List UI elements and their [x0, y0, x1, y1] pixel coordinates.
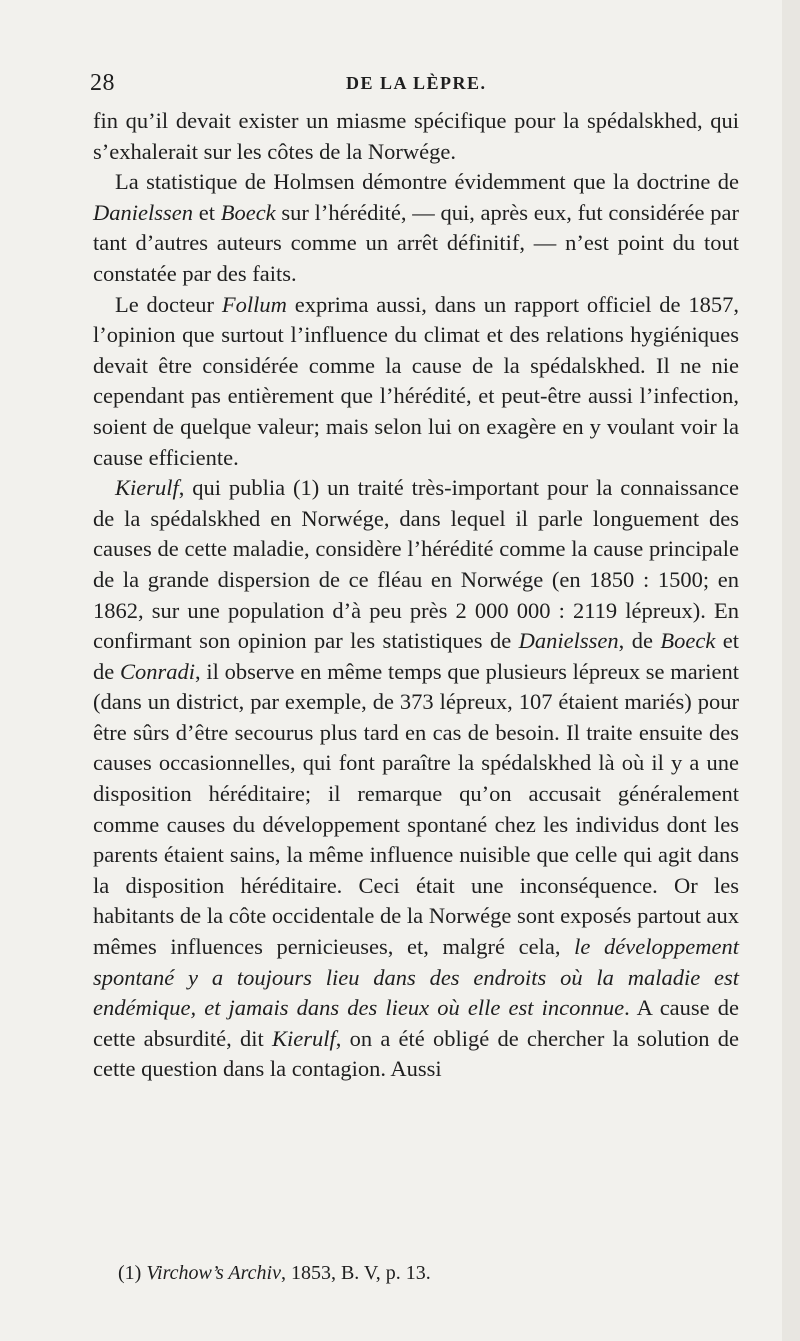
author-name: Kierulf [115, 475, 179, 501]
page-number: 28 [90, 70, 115, 96]
author-name: Conradi [119, 658, 195, 684]
author-name: Danielssen [93, 199, 193, 225]
paragraph: fin qu’il devait exister un miasme spécifique pour la spédalskhed, qui s’exhalerait sur les côtes de la Norwége. [93, 108, 739, 164]
paragraph: Kierulf, qui publia (1) un traité très-important pour la connaissance de la spédalskhed en Norwége, dans lequel il parle longuement des causes de cette maladie, considère l’hérédité comme la cause principale de la grande dispersion de ce fléau en Norwége (en 1850 : 1500; en 1862, sur une population d’à peu près 2 000 000 : 2119 lépreux). En confirmant son opinion par les statistiques de Danielssen, de Boeck et de Conradi, il observe en même temps que plusieurs lépreux se marient (dans un district, par exemple, de 373 lépreux, 107 étaient mariés) pour être sûrs d’être secourus plus tard en cas de besoin. Il traite ensuite des causes occasionnelles, qui font paraître la spédalskhed là où il y a une disposition héréditaire; il remarque qu’on accusait généralement comme causes du développement spontané chez les individus dont les parents étaient sains, la même influence nuisible que celle qui agit dans la disposition héréditaire. Ceci était une inconséquence. Or les habitants de la côte occidentale de la Norwége sont exposés partout aux mêmes influences pernicieuses, et, malgré cela, le développement spontané y a toujours lieu dans des endroits où la maladie est endémique, et jamais dans des lieux où elle est inconnue. A cause de cette absurdité, dit Kierulf, on a été obligé de chercher la solution de cette question dans la contagion. Aussi [93, 475, 740, 1082]
author-name: Danielssen [518, 628, 619, 654]
author-name: Boeck [660, 628, 716, 654]
author-name: Boeck [220, 199, 276, 225]
author-name: Kierulf [271, 1025, 336, 1051]
running-head: DE LA LÈPRE. [346, 73, 487, 93]
footnote [118, 1259, 738, 1287]
footnote-source: Virchow’s Archiv [146, 1262, 281, 1284]
page-header [90, 70, 740, 104]
author-name: Follum [221, 291, 287, 317]
paragraph: Le docteur Follum exprima aussi, dans un rapport officiel de 1857, l’opinion que surtout l’influence du climat et des relations hygiéniques devait être considérée comme la cause de la spédalskhed. Il ne nie cependant pas entièrement que l’hérédité, et peut-être aussi l’infection, soient de quelque valeur; mais selon lui on exagère en y voulant voir la cause efficiente. [93, 291, 740, 470]
footnote-marker: (1) [118, 1262, 147, 1284]
page-edge [782, 0, 800, 1341]
paragraph: La statistique de Holmsen démontre évidemment que la doctrine de Danielssen et Boeck sur l’hérédité, — qui, après eux, fut considérée par tant d’autres auteurs comme un arrêt définitif, — n’est point du tout constatée par des faits. [93, 169, 739, 286]
footnote-details: , 1853, B. V, p. 13. [280, 1262, 431, 1284]
body-text [93, 106, 739, 1085]
emphasized-quote: le développement spontané y a toujours lieu dans des endroits où la maladie est endémique, et jamais dans des lieux où elle est inconnue [93, 934, 739, 1021]
